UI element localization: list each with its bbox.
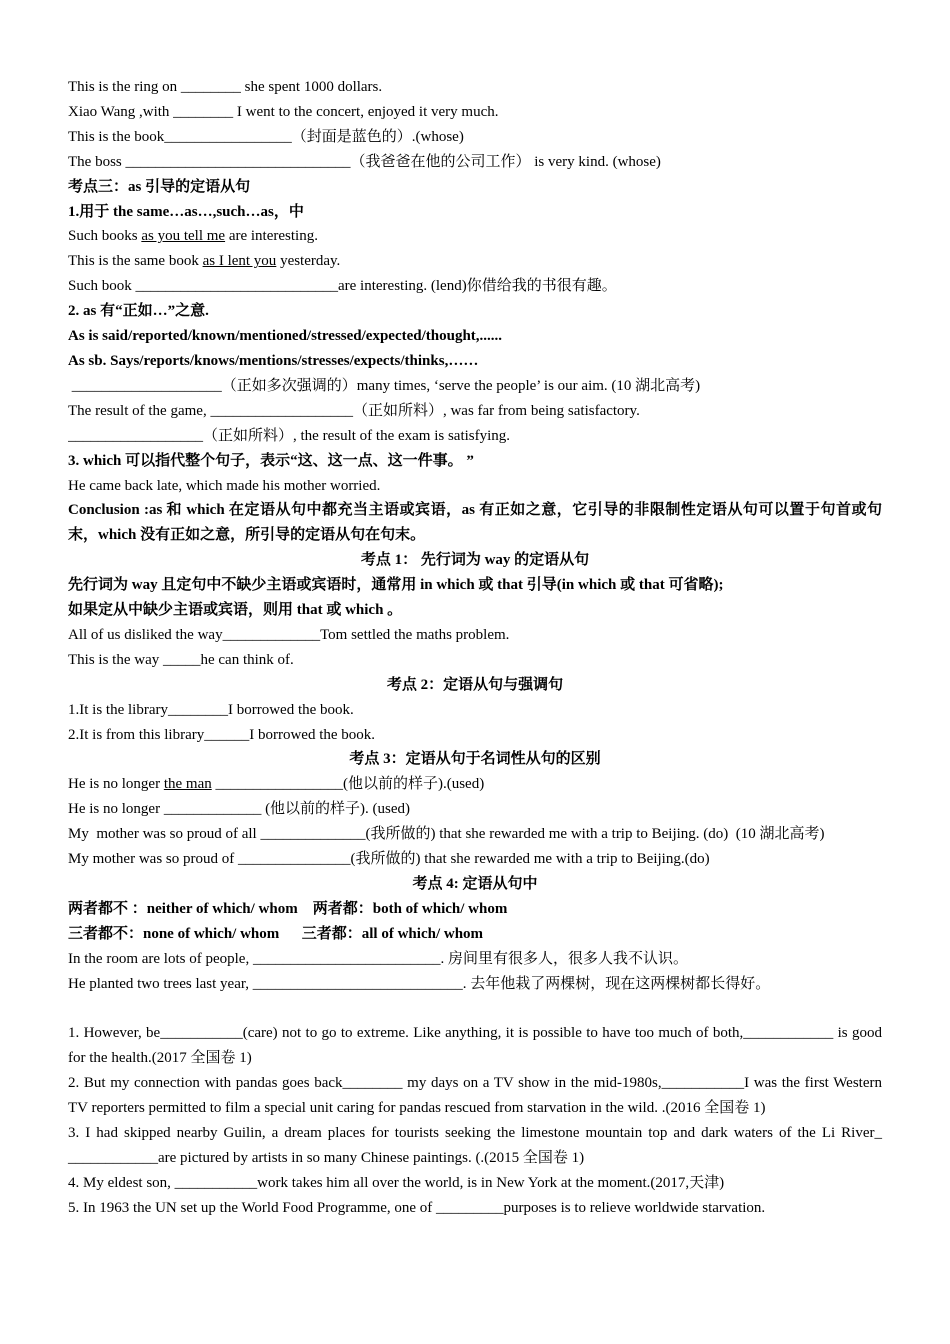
text-line: ____________________（正如多次强调的）many times, ‘serve the people’ is our aim. (10 湖北高考)	[68, 377, 701, 394]
section-heading: 考点 2：定语从句与强调句	[386, 676, 564, 693]
text-line: He planted two trees last year, ____________________________. 去年他栽了两棵树，现在这两棵树都长得好。	[68, 975, 771, 992]
text-line: This is the ring on ________ she spent 1000 dollars.	[68, 79, 383, 95]
text-line: He came back late, which made his mother worried.	[68, 477, 381, 494]
section-heading: 考点 4: 定语从句中	[412, 876, 538, 892]
rule-line: 三者都不：none of which/ whom 三者都：all of which/ whom	[68, 925, 484, 942]
text-line: The boss ______________________________（我爸爸在他的公司工作） is very kind. (whose)	[68, 153, 661, 170]
exercise-question: 3. I had skipped nearby Guilin, a dream places for tourists seeking the limestone mountain top and dark waters of the Li River_ ____________are pictured by artists in so many Chinese paintings. (.(2015 全国卷 1)	[68, 1125, 882, 1166]
worksheet-page	[68, 75, 882, 1221]
example-sentence	[68, 224, 882, 249]
text-segment: yesterday.	[276, 253, 341, 270]
text-line: The result of the game, ___________________（正如所料）, was far from being satisfactory.	[68, 402, 640, 419]
subsection-heading: 2. as 有“正如…”之意.	[68, 303, 209, 320]
section-heading: 考点三：as 引导的定语从句	[68, 178, 251, 195]
blank-line	[68, 997, 882, 1022]
underlined-clause: as I lent you	[202, 253, 277, 270]
text-line: 1.It is the library________I borrowed the book.	[68, 701, 354, 718]
text-segment: He is no longer	[68, 776, 164, 793]
rule-line: 如果定从中缺少主语或宾语，则用 that 或 which 。	[68, 602, 403, 619]
text-line: My mother was so proud of _______________(我所做的) that she rewarded me with a trip to Beijing.(do)	[68, 851, 710, 868]
rule-line: 两者都不 ：neither of which/ whom 两者都：both of which/ whom	[68, 900, 508, 917]
exercise-question: 2. But my connection with pandas goes back________ my days on a TV show in the mid-1980s,___________I was the first Western TV reporters permitted to film a special unit caring for pandas rescued from starvation in the wild. .(2016 全国卷 1)	[68, 1075, 882, 1117]
exercise-question: 5. In 1963 the UN set up the World Food Programme, one of _________purposes is to relieve worldwide starvation.	[68, 1199, 766, 1216]
text-line: He is no longer _____________ (他以前的样子). (used)	[68, 801, 411, 818]
pattern-line: As is said/reported/known/mentioned/stressed/expected/thought,......	[68, 328, 503, 345]
text-segment: are interesting.	[225, 228, 318, 245]
pattern-line: As sb. Says/reports/knows/mentions/stresses/expects/thinks,……	[68, 352, 479, 369]
text-segment: Such books	[68, 228, 142, 245]
section-heading: 考点 1： 先行词为 way 的定语从句	[360, 552, 590, 569]
rule-line: 先行词为 way 且定句中不缺少主语或宾语时，通常用 in which 或 that 引导(in which 或 that 可省略);	[68, 577, 724, 594]
text-line: All of us disliked the way_____________Tom settled the maths problem.	[68, 626, 510, 643]
text-segment: This is the same book	[68, 253, 203, 270]
exercise-question: 1. However, be___________(care) not to go to extreme. Like anything, it is possible to have too much of both,____________ is good for the health.(2017 全国卷 1)	[68, 1025, 882, 1067]
example-sentence	[68, 772, 882, 797]
subsection-heading: 1.用于 the same…as…,such…as，中	[68, 203, 304, 220]
text-line: This is the book_________________（封面是蓝色的）.(whose)	[68, 128, 464, 145]
text-segment: _________________(他以前的样子).(used)	[211, 776, 485, 793]
text-line: This is the way _____he can think of.	[68, 651, 294, 668]
text-line: Xiao Wang ,with ________ I went to the concert, enjoyed it very much.	[68, 103, 499, 120]
text-line: In the room are lots of people, _________________________. 房间里有很多人，很多人我不认识。	[68, 950, 688, 967]
example-sentence	[68, 249, 882, 274]
underlined-clause: as you tell me	[141, 228, 226, 245]
exercise-question: 4. My eldest son, ___________work takes him all over the world, is in New York at the moment.(2017,天津)	[68, 1174, 725, 1191]
text-line: Such book ___________________________are interesting. (lend)你借给我的书很有趣。	[68, 278, 617, 295]
conclusion-paragraph: Conclusion :as 和 which 在定语从句中都充当主语或宾语，as 有正如之意，它引导的非限制性定语从句可以置于句首或句末，which 没有正如之意，所引导的定语从句在句末。	[68, 502, 882, 544]
subsection-heading: 3. which 可以指代整个句子，表示“这、这一点、这一件事。 ”	[68, 452, 474, 469]
section-heading: 考点 3：定语从句于名词性从句的区别	[349, 751, 601, 768]
text-paragraph: My mother was so proud of all ______________(我所做的) that she rewarded me with a trip to Beijing. (do) (10 湖北高考)	[68, 826, 825, 843]
text-line: 2.It is from this library______I borrowed the book.	[68, 726, 376, 743]
text-line: __________________（正如所料）, the result of the exam is satisfying.	[68, 427, 511, 444]
underlined-noun: the man	[163, 776, 212, 793]
